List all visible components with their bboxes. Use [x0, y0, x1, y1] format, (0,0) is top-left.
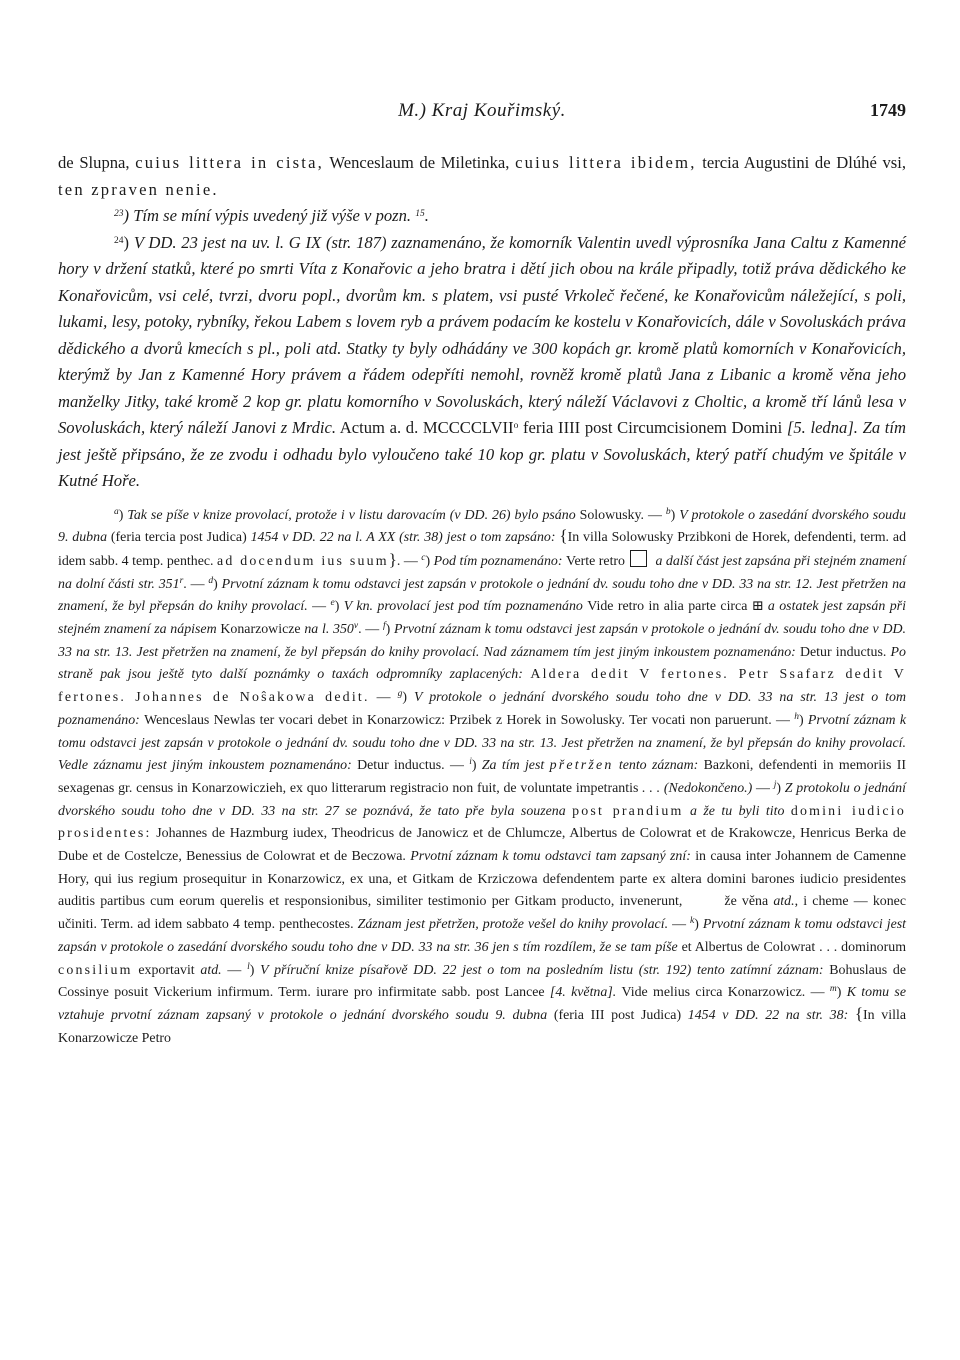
note-text: Prvotní záznam k tomu odstavci jest zapsán v protokole o zasedání dvorského soudu toho dne v DD. 33 na str. 36 jen s tím rozdílem, že se tam píše — [58, 917, 907, 955]
footnote-number: 23 — [114, 209, 124, 219]
note-latin: , i cheme — [794, 894, 849, 910]
note-text: . . . (Nedokončeno.) — [638, 780, 753, 796]
superscript: r — [179, 575, 184, 586]
note-text: atd. — [194, 962, 222, 978]
spaced-czech-run: ten zpraven nenie. — [58, 179, 219, 199]
text-run: Wenceslaum de Miletinka, — [324, 153, 516, 172]
superscript: v — [353, 621, 359, 632]
note-latin: (feria III post Judica) — [553, 1007, 682, 1023]
running-header — [58, 100, 906, 136]
main-text — [58, 150, 906, 495]
note-latin-spaced: consilium — [58, 962, 133, 978]
apparatus-notes: $^a$) Tak se píše v knize provolací, protože i v listu darovacím (v DD. 26) bylo psáno Solowusky. — $^b$) V protokole o zasedání dvorského soudu 9. dubna (feria tercia post Judica) 1454 v DD. 22 na l. A XX (str. 38) jest o tom zapsáno: {In villa Solowusky Przibkoni de Horek, defendenti, term. ad idem sabb. 4 temp. penthec. ad docendum ius suum}. — $^c$) Pod tím poznamenáno: Verte retro a další část jest zapsána při stejném znamení na dolní části str. 351$^r$. — $^d$) Prvotní záznam k tomu odstavci jest zapsán v protokole o jednání dv. soudu toho dne v DD. 33 na str. 12. Jest přetržen na znamení, že byl přepsán do knihy provolací. — $^e$) V kn. provolací jest pod tím poznamenáno Vide retro in alia parte circa ⊞ a ostatek jest zapsán při stejném znamení za nápisem Konarzowicze na l. 350$^v$. — $^f$) Prvotní záznam k tomu odstavci jest zapsán v protokole o jednání dv. soudu toho dne v DD. 33 na str. 13. Jest přetržen na znamení, že byl přepsán do knihy provolací. Nad záznamem tím jest jiným inkoustem poznamenáno: Detur inductus. Po straně pak jsou ještě tyto další poznámky o taxách odpromníky zaplacených: Aldera dedit V fertones. Petr Ssafarz dedit V fertones. Johannes de Noŝakowa dedit. — $^g$) V protokole o jednání dvorského soudu toho dne v DD. 33 na str. 13 jest o tom poznamenáno: Wenceslaus Newlas ter vocari debet in Konarzowicz: Przibek z Horek in Sowolusky. Ter vocati non paruerunt. — $^h$) Prvotní záznam k tomu odstavci jest zapsán v protokole o jednání dv. soudu toho dne v DD. 33 na str. 13. Jest přetržen na znamení, že byl přepsán do knihy provolací. Vedle záznamu jest jiným inkoustem poznamenáno: Detur inductus. — $^i$) Za tím jest přetržen tento záznam: Bazkoni, defendenti in memoriis II sexagenas gr. census in Konarzowiczieh, ex quo litterarum registracio non fuit, de voluntate impetrantis . . . (Nedokončeno.) — $^j$) Z protokolu o jednání dvorského soudu toho dne v DD. 33 na str. 27 se poznává, že tato pře byla souzena post prandium a že tu byli tito domini iudicio prosidentes: Johannes de Hazmburg iudex, Theodricus de Janowicz et de Chlumcze, Albertus de Colowrat et de Krakowcze, Henricus Berka de Dube et de Costelcze, Benessius de Colowrat et de Beczowa. Prvotní záznam k tomu odstavci tam zapsaný zní: in causa inter Johannem de Camenne Hory, qui ius regium prosequitur in Konarzowicz, ex una, et Gitkam de Krziczowa defendentem parte ex altera domini barones iudicio presidentes auditis partibus cum eorum querelis et responsionibus, similiter testimonio per Gitkam producto, invenerunt, že věna atd., i cheme — konec učiniti. Term. ad idem sabbato 4 temp. penthecostes. Záznam jest přetržen, protože vešel do knihy provolací. — $^k$) Prvotní záznam k tomu odstavci jest zapsán v protokole o zasedání dvorského soudu toho dne v DD. 33 na str. 36 jen s tím rozdílem, že se tam píše et Albertus de Colowrat . . . dominorum consilium exportavit atd. — $^l$) V příruční knize písařově DD. 22 jest o tom na posledním listu (str. 192) tento zatímní záznam: Bohuslaus de Cossinye posuit Vickerium infirmum. Term. iurare pro infirmitate sabb. post Lancee [4. května]. Vide melius circa Konarzowicz. — $^m$) K tomu se vztahuje prvotní záznam zapsaný v protokole o jednání dvorského soudu 9. dubna (feria III post Judica) 1454 v DD. 22 na str. 38: {In villa Konarzowicze Petro — [58, 506, 907, 1046]
note-latin-spaced: ad docendum ius suum — [217, 553, 389, 569]
note-latin: Detur inductus. — [357, 758, 445, 774]
note-mark: f — [382, 621, 386, 632]
note-mark: e — [330, 598, 335, 609]
note-mark: i — [469, 757, 472, 768]
note-latin: Term. ad idem sabbato 4 temp. penthecostes. — [100, 917, 354, 933]
footnote-text: Tím se míní výpis uvedený již výše v pozn. — [133, 206, 416, 225]
brace-open: { — [559, 526, 568, 546]
note-text: Za tím jest — [481, 758, 550, 774]
note-latin: Vide melius circa Konarzowicz. — [621, 985, 806, 1001]
note-text: Po straně pak jsou ještě tyto další poznámky o taxách odpromníky zaplacených: — [58, 644, 906, 683]
note-latin: Detur inductus. — [799, 644, 887, 660]
note-text: V protokole o jednání dvorského soudu toho dne v DD. 33 na str. 13 jest o tom poznamenáno: — [58, 690, 906, 728]
main-paragraph-continuation — [58, 150, 906, 203]
note-latin: (feria tercia post Judica) — [110, 530, 247, 546]
note-text: 1454 v DD. 22 na str. 38: — [681, 1007, 855, 1023]
hatched-sign-icon: ⊞ — [751, 599, 764, 615]
footnote-text: [5. ledna]. Za tím jest ještě připsáno, že ze zvodu i odhadu bylo vyloučeno také 10 kop gr. platu v Sovoluskách, který patří chudým ve špitále v Kutné Hoře. — [58, 418, 906, 490]
note-text: Z protokolu o jednání dvorského soudu toho dne v DD. 33 na str. 27 se poznává, že tato pře byla souzena — [58, 780, 906, 819]
text-run: tercia Augustini de Dlúhé vsi, — [702, 153, 906, 172]
header-title: M.) Kraj Kouřimský. — [398, 100, 566, 121]
note-text: že věna — [724, 894, 774, 910]
note-text: a že tu byli tito — [683, 803, 791, 819]
spaced-latin-run: cuius littera ibidem, — [515, 153, 697, 172]
note-text: V protokole o zasedání dvorského soudu 9. dubna — [58, 507, 906, 546]
spaced-latin-run: cuius littera in cista, — [135, 153, 325, 172]
note-latin: et Albertus de Colowrat — [681, 939, 816, 955]
note-text: Prvotní záznam k tomu odstavci jest zapsán v protokole o jednání dv. soudu toho dne v DD. 33 na str. 13. Jest přetržen na znamení, že byl přepsán do knihy provolací. Nad záznamem tím jest jiným inkoustem poznamenáno: — [58, 622, 906, 660]
page-number: 1749 — [870, 100, 906, 120]
note-text: Prvotní záznam k tomu odstavci jest zapsán v protokole o jednání dv. soudu toho dne v DD. 33 na str. 12. Jest přetržen na znamení, že byl přepsán do knihy provolací. — [58, 576, 906, 615]
note-latin: in causa inter Johannem de Camenne Hory, qui ius regium prosequitur in Konarzowicz, ex una, et Gitkam de Krziczowa defendentem parte ex altera domini barones iudicio presidentes auditis partibus cum eorum querelis et responsionibus, similiter testimonio per Gitkam producto, invenerunt, — [58, 849, 907, 910]
latin-date-text: feria IIII post Circumcisionem Domini — [518, 418, 787, 437]
note-latin: Verte retro — [565, 553, 625, 569]
note-latin: Solowusky. — [579, 507, 644, 523]
note-text: V příruční knize písařově DD. 22 jest o tom na posledním listu (str. 192) tento zatímní záznam: — [260, 962, 830, 978]
note-mark: h — [794, 711, 799, 722]
note-text: V kn. provolací jest pod tím poznamenáno — [343, 599, 588, 615]
note-mark: g — [397, 689, 403, 700]
note-text: K tomu se vztahuje prvotní záznam zapsaný v protokole o jednání dvorského soudu 9. dubna — [58, 985, 906, 1023]
note-latin: Vide retro in alia parte circa — [587, 599, 748, 615]
note-text: Pod tím poznamenáno: — [433, 553, 566, 569]
note-text-spaced: přetržen — [549, 758, 614, 774]
note-latin-spaced: domini iudicio prosidentes: — [58, 803, 907, 842]
note-latin: dominorum — [841, 939, 906, 955]
note-latin: In villa Konarzowicze Petro — [58, 1007, 906, 1046]
footnote-24: $^{24}$) V DD. 23 jest na uv. l. G IX (str. 187) zaznamenáno, že komorník Valentin uvedl výprosníka Jana Caltu z Kamenné hory v držení statků, které po smrti Víta z Konařovic a jeho bratra i dětí jich obou na krále připadly, totiž práva dědického ke Konařovicům, vsi celé, tvrzi, dvoru popl., dvorům km. s platem, vsi pusté Vrkoleč řečené, ke Konařovicům náležející, s poli, lukami, lesy, potoky, rybníky, řekou Labem s lovem ryb a právem podacím ke kostelu v Konařovicích, dále v Sovoluskách práva dědického a dvorů kmecích s pl., poli atd. Statky ty byly odhádány ve 300 kopách gr. kromě platů komorních v Konařovicích, kterýmž by Jan z Kamenné Hory právem a řádem odepříti nemohl, rovněž kromě platů Jana z Libanic a kromě věna jeho manželky Jitky, také kromě 2 kop gr. platu komorního v Sovoluskách, který náleží Václavovi z Choltic, a kromě tří lánů lesa v Sovoluskách, který náleží Janovi z Mrdic. Actum a. d. MCCCCLVII$^o$ feria IIII post Circumcisionem Domini [5. ledna]. Za tím jest ještě připsáno, že ze zvodu i odhadu bylo vyloučeno také 10 kop gr. platu v Sovoluskách, který patří chudým ve špitále v Kutné Hoře. — [58, 232, 906, 490]
critical-apparatus — [58, 505, 906, 1051]
note-text: a ostatek jest zapsán při stejném znamení za nápisem — [58, 599, 906, 638]
note-mark: l — [247, 961, 250, 972]
note-text: — konec učiniti. — [58, 894, 907, 933]
text-run: de Slupna, — [58, 153, 136, 172]
note-latin-spaced: post prandium — [572, 803, 684, 819]
note-text: . . . — [815, 939, 842, 955]
note-text: Tak se píše v knize provolací, protože i v listu darovacím (v DD. 26) bylo psáno — [127, 507, 580, 523]
superscript: o — [513, 421, 519, 431]
document-page — [58, 100, 906, 1050]
note-mark: k — [690, 916, 695, 927]
note-mark: c — [421, 552, 426, 563]
note-text: atd. — [773, 894, 795, 910]
note-text: na l. 350 — [300, 622, 354, 638]
note-mark: d — [208, 575, 214, 586]
note-mark: a — [114, 506, 119, 517]
note-mark: b — [665, 506, 671, 517]
note-latin: Bazkoni, defendenti in memoriis II sexagenas gr. census in Konarzowiczieh, ex quo litterarum registracio non fuit, de voluntate impetrantis — [58, 758, 906, 796]
note-latin: Bohuslaus de Cossinye posuit Vickerium infirmum. Term. iurare pro infirmitate sabb. post Lancee — [58, 962, 906, 1001]
footnote-reference: 15 — [415, 209, 425, 219]
note-text: a další část jest zapsána při stejném znamení na dolní části str. 351 — [58, 553, 906, 592]
footnote-number: 24 — [114, 235, 124, 246]
note-text: Prvotní záznam k tomu odstavci jest zapsán v protokole o jednání dv. soudu toho dne v DD. 33 na str. 13. Jest přetržen na znamení, že byl přepsán do knihy provolací. Vedle záznamu jest jiným inkoustem poznamenáno: — [58, 712, 906, 774]
latin-date-text: Actum a. d. MCCCCLVII — [336, 418, 514, 437]
brace-close: } — [388, 549, 397, 569]
note-mark: m — [829, 984, 837, 995]
note-latin: Wenceslaus Newlas ter vocari debet in Konarzowicz: Przibek z Horek in Sowolusky. Ter vocati non paruerunt. — [144, 712, 772, 728]
note-text: Záznam jest přetržen, protože vešel do knihy provolací. — [353, 917, 669, 933]
note-latin: exportavit — [132, 962, 195, 978]
footnote-text: V DD. 23 jest na uv. l. G IX (str. 187) zaznamenáno, že komorník Valentin uvedl výprosníka Jana Caltu z Kamenné hory v držení statků, které po smrti Víta z Konařovic a jeho bratra i dětí jich obou na krále připadly, totiž práva dědického ke Konařovicům, vsi celé, tvrzi, dvoru popl., dvorům km. s platem, vsi pusté Vrkoleč řečené, ke Konařovicům náležející, s poli, lukami, lesy, potoky, rybníky, řekou Labem s lovem ryb a právem podacím ke kostelu v Konařovicích, dále v Sovoluskách práva dědického a dvorů kmecích s pl., poli atd. Statky ty byly odhádány ve 300 kopách gr. kromě platů komorních v Konařovicích, kterýmž by Jan z Kamenné Hory právem a řádem odepříti nemohl, rovněž kromě platů Jana z Libanic a kromě věna jeho manželky Jitky, také kromě 2 kop gr. platu komorního v Sovoluskách, který náleží Václavovi z Choltic, a kromě tří lánů lesa v Sovoluskách, který náleží Janovi z Mrdic. — [58, 232, 906, 437]
note-mark: j — [773, 779, 777, 790]
brace-open: { — [854, 1003, 864, 1023]
footnote-23: $^{23}$) Tím se míní výpis uvedený již výše v pozn. $^{15}$. — [114, 206, 429, 225]
note-text: tento záznam: — [613, 758, 704, 774]
note-text: Prvotní záznam k tomu odstavci tam zapsaný zní: — [405, 849, 696, 865]
note-latin: Johannes de Hazmburg iudex, Theodricus de Janowicz et de Chlumcze, Albertus de Colowrat et de Krakowcze, Henricus Berka de Dube et de Costelcze, Benessius de Colowrat et de Beczowa. — [58, 826, 906, 865]
note-text: [4. května]. — [544, 985, 622, 1001]
note-latin: In villa Solowusky Przibkoni de Horek, defendenti, term. ad idem sabb. 4 temp. penthec. — [58, 530, 907, 569]
note-latin-spaced: Aldera dedit V fertones. Petr Ssafarz dedit V fertones. Johannes de Noŝakowa dedit. — [58, 667, 906, 706]
note-latin: Konarzowicze — [220, 622, 301, 638]
square-sign-icon — [630, 550, 647, 567]
note-text: 1454 v DD. 22 na l. A XX (str. 38) jest o tom zapsáno: — [246, 530, 560, 546]
